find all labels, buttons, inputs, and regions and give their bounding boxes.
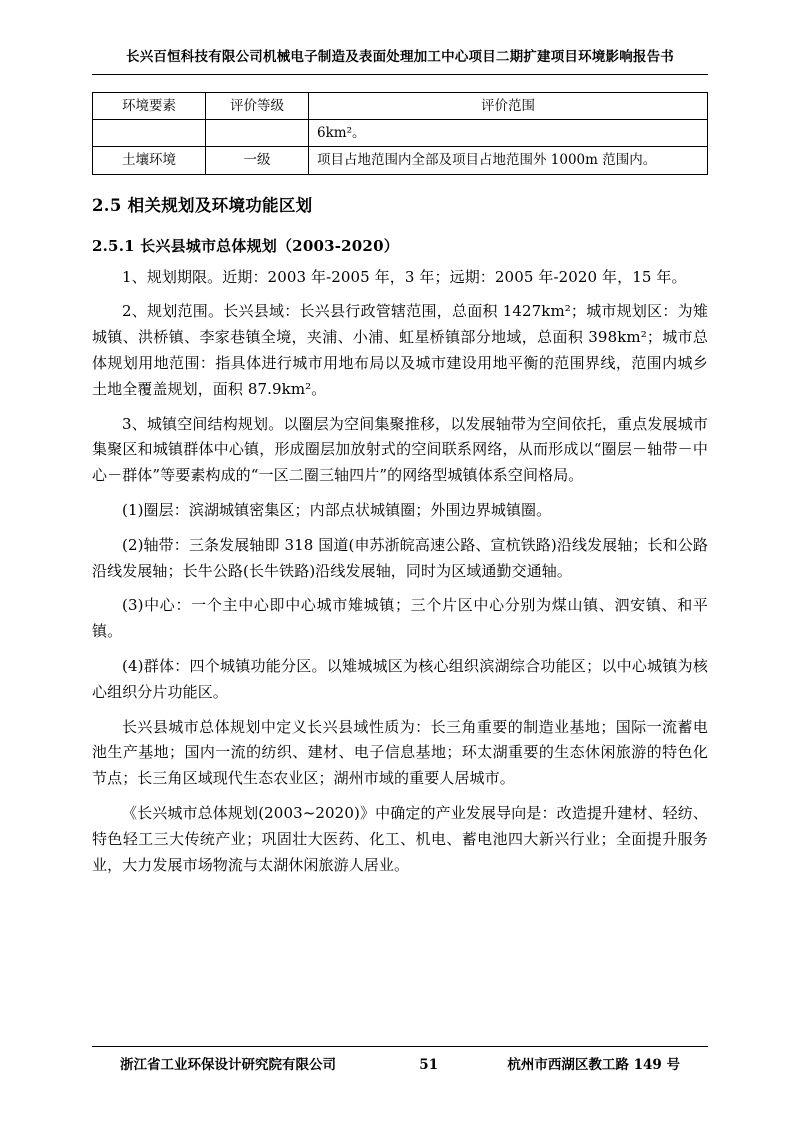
table-row — [93, 120, 708, 147]
column-header-scope: 评价范围 — [309, 92, 708, 119]
header-title: 长兴百恒科技有限公司机械电子制造及表面处理加工中心项目二期扩建项目环境影响报告书 — [126, 49, 674, 65]
cell-element: 土壤环境 — [93, 147, 206, 174]
document-footer — [92, 1046, 708, 1073]
table-row — [93, 147, 708, 174]
cell-scope: 项目占地范围内全部及项目占地范围外 1000m 范围内。 — [309, 147, 708, 174]
column-header-element: 环境要素 — [93, 92, 206, 119]
document-header — [92, 0, 708, 75]
footer-address: 杭州市西湖区教工路 149 号 — [507, 1057, 680, 1073]
paragraph-planning-scope: 2、规划范围。长兴县域：长兴县行政管辖范围，总面积 1427km²；城市规划区：为雉城镇、洪桥镇、李家巷镇全境，夹浦、小浦、虹星桥镇部分地域，总面积 398km²；城市总体规划用地范围：指具体进行城市用地布局以及城市建设用地平衡的范围界线，范围内城乡土地全覆盖规划，面积 87.9km²。 — [92, 302, 708, 398]
section-heading-2-5: 2.5 相关规划及环境功能区划 — [92, 195, 313, 215]
section-heading-2-5-1: 2.5.1 长兴县城市总体规划（2003-2020） — [92, 236, 399, 255]
paragraph-center: (3)中心：一个主中心即中心城市雉城镇；三个片区中心分别为煤山镇、泗安镇、和平镇。 — [92, 596, 708, 641]
paragraph-county-nature: 长兴县城市总体规划中定义长兴县域性质为：长三角重要的制造业基地；国际一流蓄电池生产基地；国内一流的纺织、建材、电子信息基地；环太湖重要的生态休闲旅游的特色化节点；长三角区域现代生态农业区；湖州市域的重要人居城市。 — [92, 717, 708, 788]
paragraph-circle-layer: (1)圈层：滨湖城镇密集区；内部点状城镇圈；外围边界城镇圈。 — [122, 501, 552, 520]
cell-level — [206, 120, 309, 147]
paragraph-axis-belt: (2)轴带：三条发展轴即 318 国道(申苏浙皖高速公路、宣杭铁路)沿线发展轴；长和公路沿线发展轴；长牛公路(长牛铁路)沿线发展轴，同时为区域通勤交通轴。 — [92, 535, 708, 580]
footer-divider — [92, 1046, 708, 1047]
footer-company: 浙江省工业环保设计研究院有限公司 — [120, 1057, 336, 1073]
evaluation-scope-table — [92, 92, 708, 175]
column-header-level: 评价等级 — [206, 92, 309, 119]
page-content — [92, 0, 708, 878]
paragraph-group: (4)群体：四个城镇功能分区。以雉城城区为核心组织滨湖综合功能区；以中心城镇为核心组织分片功能区。 — [92, 657, 708, 701]
header-divider — [92, 74, 708, 75]
paragraph-industry-direction: 《长兴城市总体规划(2003~2020)》中确定的产业发展导向是：改造提升建材、轻纺、特色轻工三大传统产业；巩固壮大医药、化工、机电、蓄电池四大新兴行业；全面提升服务业，大力发展市场物流与太湖休闲旅游人居业。 — [92, 803, 708, 874]
cell-element — [93, 120, 206, 147]
cell-level: 一级 — [206, 147, 309, 174]
cell-scope: 6km²。 — [309, 120, 708, 147]
paragraph-spatial-structure: 3、城镇空间结构规划。以圈层为空间集聚推移，以发展轴带为空间依托，重点发展城市集聚区和城镇群体中心镇，形成圈层加放射式的空间联系网络，从而形成以“圈层－轴带－中心－群体”等要素构成的“一区二圈三轴四片”的网络型城镇体系空间格局。 — [92, 414, 708, 485]
page-number: 51 — [419, 1057, 439, 1073]
table-header-row — [93, 92, 708, 119]
paragraph-planning-period: 1、规划期限。近期：2003 年-2005 年，3 年；远期：2005 年-2020 年，15 年。 — [122, 267, 687, 286]
